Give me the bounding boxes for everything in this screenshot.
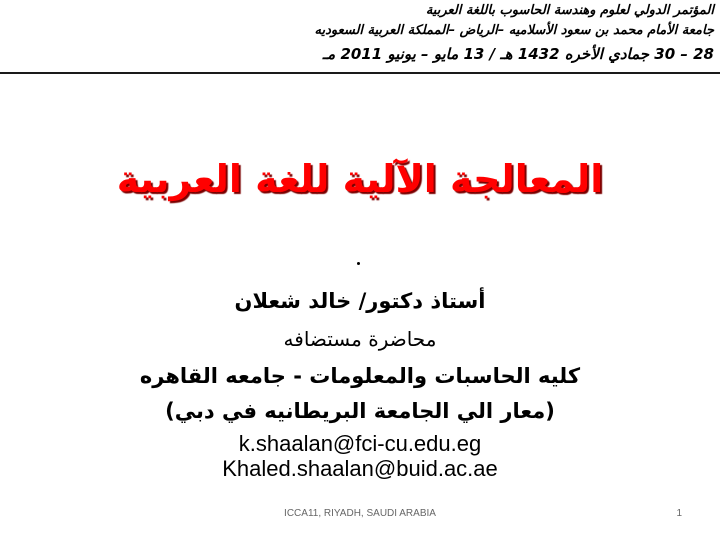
conference-dates: 28 – 30 جمادي الأخره 1432 هـ / 13 مايو – يونيو 2011 مـ — [322, 45, 714, 63]
speaker-faculty: كليه الحاسبات والمعلومات - جامعه القاهره — [139, 364, 581, 388]
speaker-name: أستاذ دكتور/ خالد شعلان — [234, 289, 486, 313]
conference-header — [0, 0, 720, 70]
bullet-dot — [357, 262, 360, 265]
speaker-secondment: (معار الي الجامعة البريطانيه في دبي) — [165, 399, 555, 423]
email-link-secondary[interactable]: Khaled.shaalan@buid.ac.ae — [222, 456, 498, 481]
speaker-role: محاضرة مستضافه — [283, 327, 437, 351]
email-link-primary[interactable]: k.shaalan@fci-cu.edu.eg — [238, 431, 482, 456]
conference-venue: جامعة الأمام محمد بن سعود الأسلاميه –الرياض –المملكة العربية السعوديه — [314, 23, 714, 38]
page-number: 1 — [676, 508, 682, 519]
header-divider — [0, 72, 720, 74]
slide-title: المعالجة الآلية للغة العربية — [116, 157, 604, 201]
conference-name: المؤتمر الدولي لعلوم وهندسة الحاسوب باللغة العربية — [425, 3, 714, 18]
footer-text: ICCA11, RIYADH, SAUDI ARABIA — [284, 508, 436, 519]
